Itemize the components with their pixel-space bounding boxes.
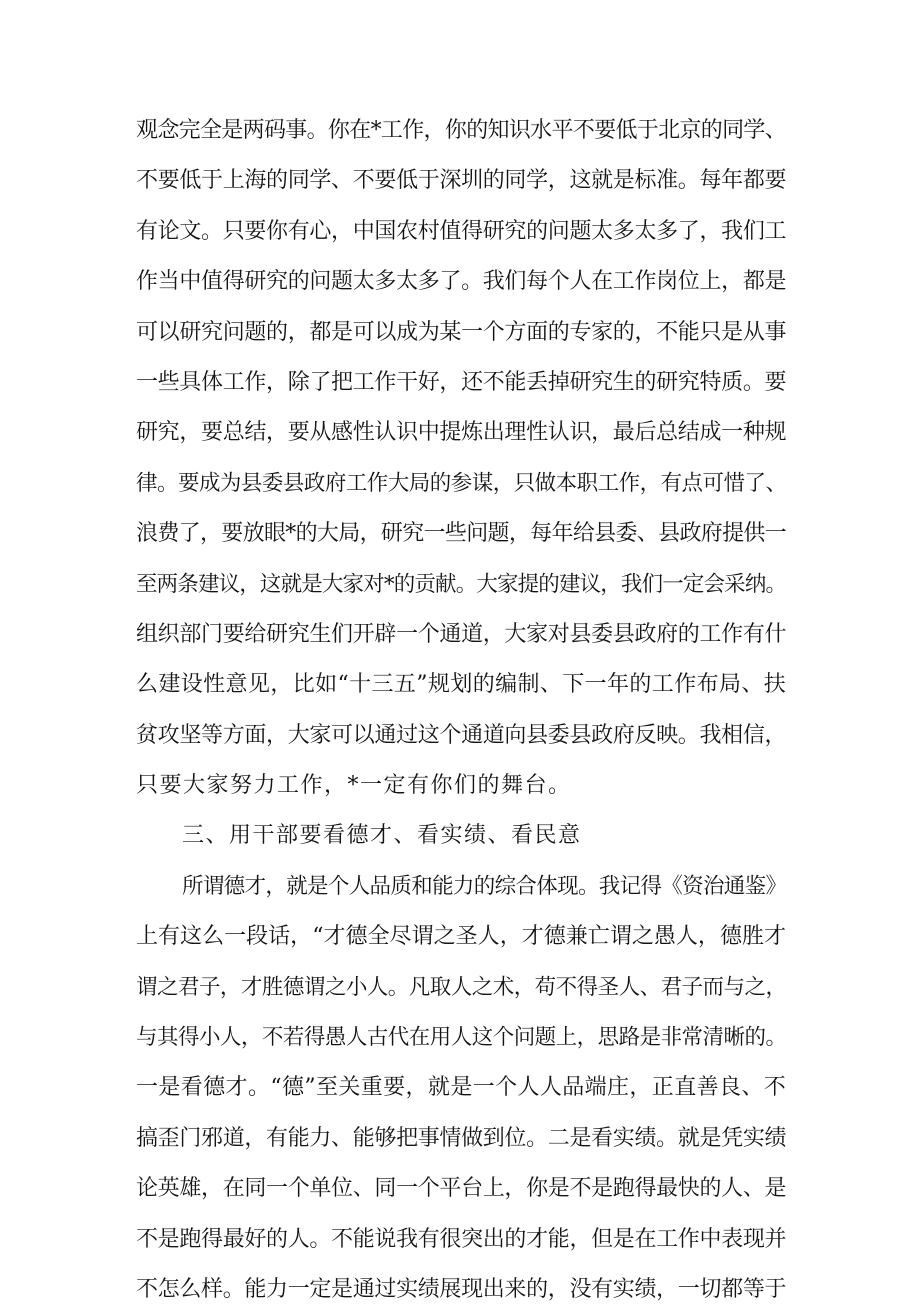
text-line: 浪费了，要放眼*的大局，研究一些问题，每年给县委、县政府提供一	[136, 521, 786, 547]
text-line: 研究，要总结，要从感性认识中提炼出理性认识，最后总结成一种规	[136, 420, 786, 446]
text-line: 不要低于上海的同学、不要低于深圳的同学，这就是标准。每年都要	[136, 168, 786, 194]
text-line: 搞歪门邪道，有能力、能够把事情做到位。二是看实绩。就是凭实绩	[136, 1125, 786, 1151]
text-line: 一是看德才。“德”至关重要，就是一个人人品端庄，正直善良、不	[136, 1075, 786, 1101]
text-line: 贫攻坚等方面，大家可以通过这个通道向县委县政府反映。我相信，	[136, 722, 786, 748]
text-line: 可以研究问题的，都是可以成为某一个方面的专家的，不能只是从事	[136, 319, 786, 345]
text-line: 作当中值得研究的问题太多太多了。我们每个人在工作岗位上，都是	[136, 269, 786, 295]
section-heading: 三、用干部要看德才、看实绩、看民意	[182, 823, 582, 849]
text-line: 论英雄，在同一个单位、同一个平台上，你是不是跑得最快的人、是	[136, 1176, 786, 1202]
text-line: 只要大家努力工作，*一定有你们的舞台。	[136, 773, 572, 799]
text-line: 律。要成为县委县政府工作大局的参谋，只做本职工作，有点可惜了、	[136, 470, 786, 496]
text-line: 不怎么样。能力一定是通过实绩展现出来的，没有实绩，一切都等于	[136, 1276, 786, 1302]
text-line: 至两条建议，这就是大家对*的贡献。大家提的建议，我们一定会采纳。	[136, 571, 786, 597]
text-line: 与其得小人，不若得愚人古代在用人这个问题上，思路是非常清晰的。	[136, 1025, 786, 1051]
text-line: 所谓德才，就是个人品质和能力的综合体现。我记得《资治通鉴》	[182, 873, 786, 899]
document-body	[136, 106, 786, 1315]
text-line: 谓之君子，才胜德谓之小人。凡取人之术，苟不得圣人、君子而与之，	[136, 974, 786, 1000]
text-line: 组织部门要给研究生们开辟一个通道，大家对县委县政府的工作有什	[136, 621, 786, 647]
text-line: 么建设性意见，比如“十三五”规划的编制、下一年的工作布局、扶	[136, 672, 786, 698]
text-line: 有论文。只要你有心，中国农村值得研究的问题太多太多了，我们工	[136, 218, 786, 244]
text-line: 上有这么一段话，“才德全尽谓之圣人，才德兼亡谓之愚人，德胜才	[136, 924, 786, 950]
text-line: 一些具体工作，除了把工作干好，还不能丢掉研究生的研究特质。要	[136, 369, 786, 395]
text-line: 不是跑得最好的人。不能说我有很突出的才能，但是在工作中表现并	[136, 1226, 786, 1252]
text-line: 观念完全是两码事。你在*工作，你的知识水平不要低于北京的同学、	[136, 118, 786, 143]
